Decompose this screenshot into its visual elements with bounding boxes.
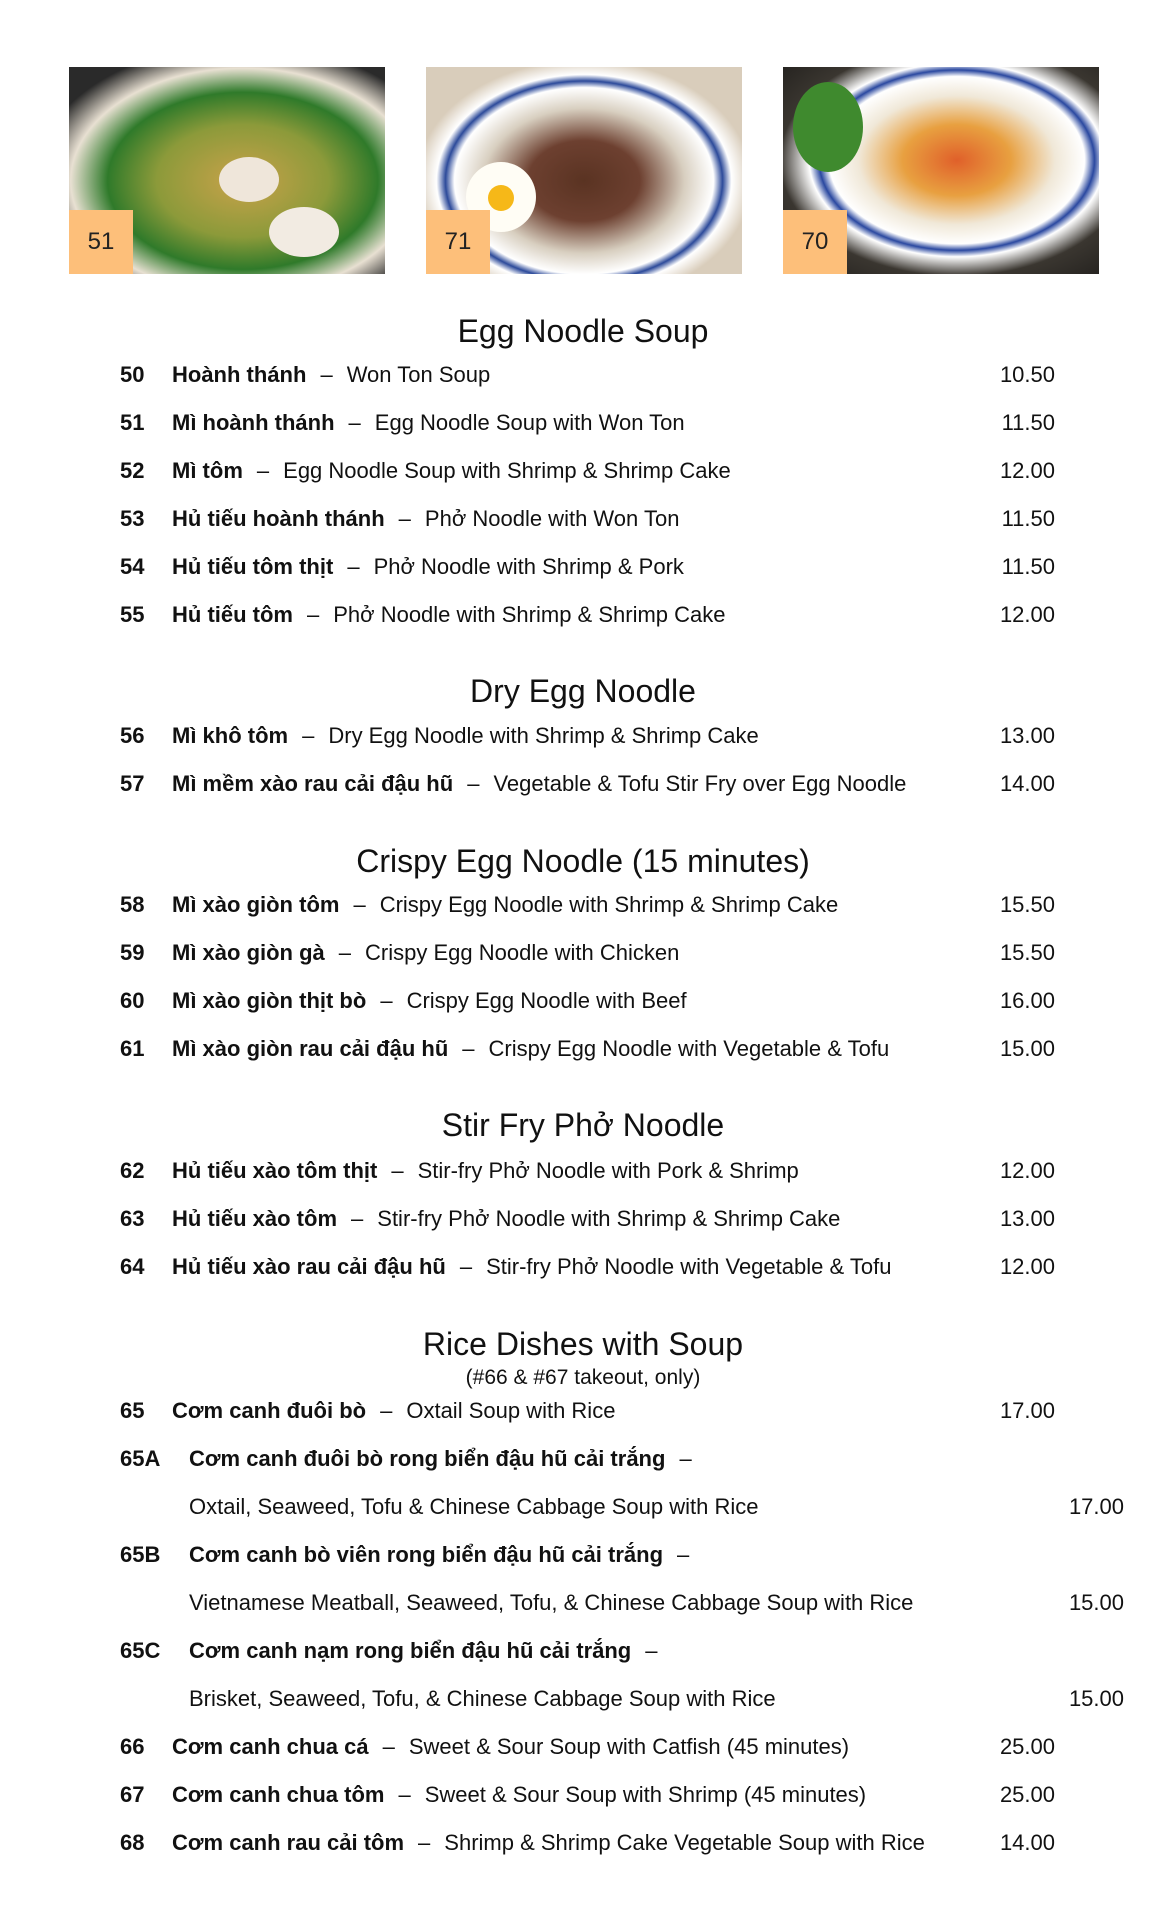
photo-badge: 71 (426, 210, 490, 274)
menu-item (120, 591, 1055, 639)
menu-item (120, 977, 1055, 1025)
section-heading: Rice Dishes with Soup (422, 1326, 744, 1362)
dash: – (302, 723, 315, 748)
dash: – (348, 410, 361, 435)
item-name-vietnamese: Hủ tiếu xào tôm thịt (172, 1158, 378, 1183)
dash: – (677, 1542, 690, 1567)
menu-item (120, 1195, 1055, 1243)
item-name-english: Sweet & Sour Soup with Shrimp (45 minutes) (424, 1782, 867, 1807)
item-name-english: Vegetable & Tofu Stir Fry over Egg Noodle (493, 771, 907, 796)
item-price: 15.00 (1068, 1590, 1124, 1615)
menu-item (120, 1627, 1055, 1675)
item-number: 51 (120, 410, 145, 435)
item-name-english: Phở Noodle with Shrimp & Pork (373, 554, 684, 579)
dash: – (347, 554, 360, 579)
menu-item (120, 1147, 1055, 1195)
menu-item (120, 712, 1055, 760)
dash: – (353, 892, 366, 917)
item-name-vietnamese: Cơm canh chua cá (172, 1734, 369, 1759)
item-name-vietnamese: Hủ tiếu hoành thánh (172, 506, 385, 531)
item-number: 65C (120, 1638, 161, 1663)
item-name-english: Crispy Egg Noodle with Beef (406, 988, 687, 1013)
item-price: 15.50 (999, 892, 1055, 917)
item-price: 15.50 (999, 940, 1055, 965)
item-name-english: Crispy Egg Noodle with Vegetable & Tofu (488, 1036, 890, 1061)
item-price: 25.00 (999, 1782, 1055, 1807)
menu-item (120, 1819, 1055, 1867)
item-number: 65B (120, 1542, 161, 1567)
item-price: 14.00 (999, 771, 1055, 796)
item-name-vietnamese: Hoành thánh (172, 362, 307, 387)
item-price: 25.00 (999, 1734, 1055, 1759)
item-price: 13.00 (999, 1206, 1055, 1231)
item-name-english: Stir-fry Phở Noodle with Vegetable & Tofu (486, 1254, 892, 1279)
photo-badge: 51 (69, 210, 133, 274)
section-heading: Egg Noodle Soup (457, 313, 709, 349)
menu-item-description (120, 1579, 1124, 1627)
item-number: 54 (120, 554, 145, 579)
item-name-vietnamese: Mì khô tôm (172, 723, 289, 748)
item-number: 58 (120, 892, 145, 917)
item-price: 12.00 (999, 602, 1055, 627)
item-number: 68 (120, 1830, 145, 1855)
item-name-english: Sweet & Sour Soup with Catfish (45 minutes) (408, 1734, 850, 1759)
menu-item (120, 1723, 1055, 1771)
item-number: 64 (120, 1254, 145, 1279)
dash: – (382, 1734, 395, 1759)
item-name-english: Egg Noodle Soup with Won Ton (374, 410, 685, 435)
menu-item-description (120, 1483, 1124, 1531)
dash: – (418, 1830, 431, 1855)
menu-item (120, 929, 1055, 977)
item-number: 59 (120, 940, 145, 965)
section-heading: Dry Egg Noodle (470, 673, 696, 709)
dash: – (320, 362, 333, 387)
item-number: 61 (120, 1036, 145, 1061)
item-name-vietnamese: Cơm canh đuôi bò rong biển đậu hũ cải trắng (189, 1446, 666, 1471)
item-name-vietnamese: Hủ tiếu xào rau cải đậu hũ (172, 1254, 446, 1279)
item-number: 55 (120, 602, 145, 627)
menu-item (120, 495, 1055, 543)
item-name-vietnamese: Mì xào giòn gà (172, 940, 325, 965)
item-number: 56 (120, 723, 145, 748)
item-number: 50 (120, 362, 145, 387)
menu-item (120, 1531, 1055, 1579)
item-number: 67 (120, 1782, 145, 1807)
menu-item (120, 351, 1055, 399)
item-name-english: Vietnamese Meatball, Seaweed, Tofu, & Chinese Cabbage Soup with Rice (189, 1590, 914, 1615)
item-name-english: Oxtail Soup with Rice (406, 1398, 616, 1423)
item-name-english: Crispy Egg Noodle with Chicken (365, 940, 680, 965)
item-name-english: Dry Egg Noodle with Shrimp & Shrimp Cake (328, 723, 759, 748)
item-name-vietnamese: Cơm canh chua tôm (172, 1782, 385, 1807)
dash: – (380, 988, 393, 1013)
item-name-vietnamese: Mì hoành thánh (172, 410, 335, 435)
photo-item-71 (426, 67, 742, 274)
item-name-english: Stir-fry Phở Noodle with Pork & Shrimp (417, 1158, 799, 1183)
item-name-english: Brisket, Seaweed, Tofu, & Chinese Cabbage Soup with Rice (189, 1686, 776, 1711)
item-number: 57 (120, 771, 145, 796)
item-name-vietnamese: Hủ tiếu tôm (172, 602, 293, 627)
dash: – (338, 940, 352, 965)
item-name-vietnamese: Mì xào giòn tôm (172, 892, 340, 917)
item-name-english: Egg Noodle Soup with Shrimp & Shrimp Cake (283, 458, 731, 483)
item-price: 13.00 (999, 723, 1055, 748)
dash: – (459, 1254, 473, 1279)
section-subtitle: (#66 & #67 takeout, only) (465, 1366, 701, 1389)
item-price: 12.00 (999, 1158, 1055, 1183)
menu-item (120, 1243, 1055, 1291)
photo-badge: 70 (783, 210, 847, 274)
item-name-vietnamese: Cơm canh đuôi bò (172, 1398, 367, 1423)
section-heading: Stir Fry Phở Noodle (441, 1107, 725, 1143)
dash: – (645, 1638, 658, 1663)
menu-item-description (120, 1675, 1124, 1723)
item-price: 16.00 (999, 988, 1055, 1013)
item-name-vietnamese: Mì tôm (172, 458, 243, 483)
dash: – (467, 771, 480, 796)
item-name-english: Won Ton Soup (346, 362, 491, 387)
menu-item (120, 881, 1055, 929)
item-name-vietnamese: Mì xào giòn rau cải đậu hũ (172, 1036, 449, 1061)
item-price: 12.00 (999, 1254, 1055, 1279)
item-price: 17.00 (1068, 1494, 1124, 1519)
dash: – (380, 1398, 393, 1423)
dash: – (391, 1158, 404, 1183)
item-number: 65A (120, 1446, 161, 1471)
item-number: 53 (120, 506, 145, 531)
item-name-vietnamese: Hủ tiếu tôm thịt (172, 554, 334, 579)
item-price: 17.00 (999, 1398, 1055, 1423)
menu-item (120, 1387, 1055, 1435)
menu-item (120, 1435, 1055, 1483)
item-name-vietnamese: Cơm canh nạm rong biển đậu hũ cải trắng (189, 1638, 632, 1663)
item-name-vietnamese: Mì mềm xào rau cải đậu hũ (172, 771, 454, 796)
item-name-english: Oxtail, Seaweed, Tofu & Chinese Cabbage Soup with Rice (189, 1494, 759, 1519)
item-price: 14.00 (999, 1830, 1055, 1855)
item-number: 52 (120, 458, 145, 483)
item-name-english: Stir-fry Phở Noodle with Shrimp & Shrimp Cake (377, 1206, 841, 1231)
item-number: 63 (120, 1206, 145, 1231)
item-name-english: Phở Noodle with Won Ton (424, 506, 680, 531)
item-number: 60 (120, 988, 145, 1013)
dash: – (398, 506, 411, 531)
menu-item (120, 399, 1055, 447)
item-name-vietnamese: Cơm canh bò viên rong biển đậu hũ cải trắng (189, 1542, 664, 1567)
item-price: 12.00 (999, 458, 1055, 483)
dash: – (398, 1782, 411, 1807)
dash: – (307, 602, 320, 627)
item-price: 10.50 (999, 362, 1055, 387)
item-price: 15.00 (999, 1036, 1055, 1061)
item-name-vietnamese: Hủ tiếu xào tôm (172, 1206, 338, 1231)
menu-item (120, 447, 1055, 495)
dash: – (462, 1036, 475, 1061)
item-name-vietnamese: Mì xào giòn thịt bò (172, 988, 367, 1013)
menu-item (120, 1771, 1055, 1819)
item-price: 15.00 (1068, 1686, 1124, 1711)
item-name-vietnamese: Cơm canh rau cải tôm (172, 1830, 405, 1855)
item-price: 11.50 (1001, 410, 1055, 435)
dash: – (679, 1446, 692, 1471)
section-heading: Crispy Egg Noodle (15 minutes) (356, 843, 810, 879)
item-price: 11.50 (1001, 554, 1055, 579)
item-number: 65 (120, 1398, 145, 1423)
item-number: 62 (120, 1158, 145, 1183)
item-name-english: Shrimp & Shrimp Cake Vegetable Soup with Rice (444, 1830, 925, 1855)
photo-item-70 (783, 67, 1099, 274)
dash: – (351, 1206, 364, 1231)
photo-item-51 (69, 67, 385, 274)
menu-item (120, 760, 1055, 808)
item-name-english: Phở Noodle with Shrimp & Shrimp Cake (333, 602, 726, 627)
item-price: 11.50 (1001, 506, 1055, 531)
menu-item (120, 1025, 1055, 1073)
dash: – (256, 458, 270, 483)
item-number: 66 (120, 1734, 145, 1759)
menu-item (120, 543, 1055, 591)
item-name-english: Crispy Egg Noodle with Shrimp & Shrimp Cake (379, 892, 839, 917)
